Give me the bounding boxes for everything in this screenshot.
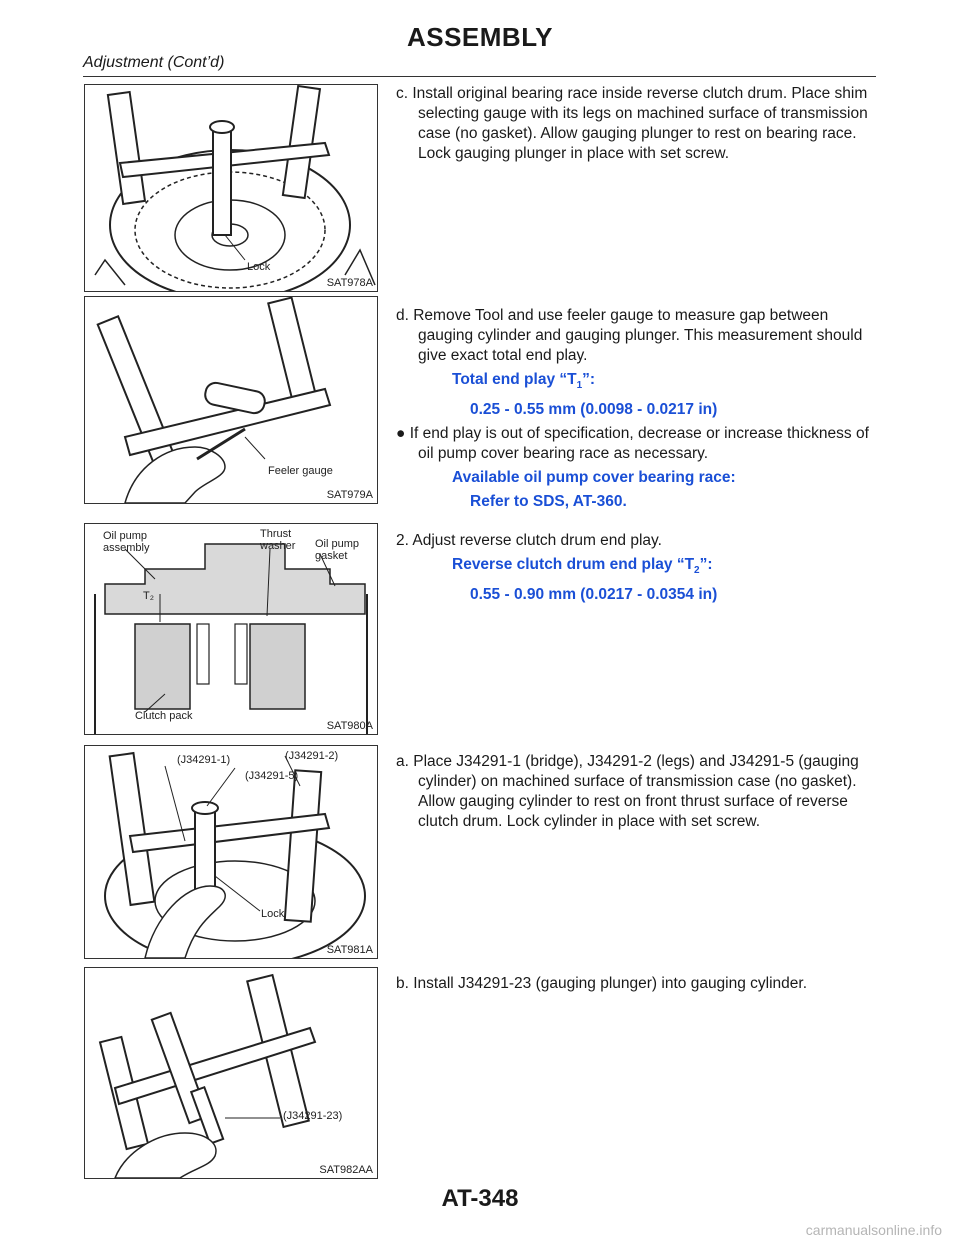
figure-callout: gasket	[315, 550, 348, 562]
figure-callout: Oil pump	[103, 530, 148, 542]
step-c-text: c. Install original bearing race inside reverse clutch drum. Place shim selecting gauge with its legs on machined surface of transmission case (no gasket). Allow gauging plunger to rest on bearing race. Lock gauging plunger in place with set screw.	[396, 85, 868, 162]
end-play-bullet: ● If end play is out of specification, decrease or increase thickness of oil pump cover bearing race as necessary.	[396, 425, 869, 463]
page-number: AT-348	[441, 1185, 519, 1212]
reverse-clutch-end-play-value: 0.55 - 0.90 mm (0.0217 - 0.0354 in)	[470, 586, 718, 604]
figure-code: SAT981A	[326, 944, 373, 956]
total-end-play-value: 0.25 - 0.55 mm (0.0098 - 0.0217 in)	[470, 401, 718, 419]
figure-callout: Thrust	[260, 528, 292, 540]
watermark: carmanualsonline.info	[805, 1222, 942, 1238]
figure-callout: Lock	[261, 908, 285, 920]
figure-callout: (J34291-23)	[283, 1110, 343, 1122]
reverse-clutch-end-play-label: Reverse clutch drum end play “$T_2$”:	[452, 556, 713, 577]
figure-sat980a	[84, 523, 378, 735]
figure-callout: T₂	[143, 590, 154, 602]
step-2-block	[396, 531, 876, 605]
total-end-play-label: Total end play “$T_1$”:	[452, 371, 596, 392]
figure-callout: (J34291-5)	[245, 770, 299, 782]
feeler-gauge-illustration	[85, 297, 377, 503]
figure-callout: Oil pump	[315, 538, 360, 550]
step-d-block	[396, 306, 876, 512]
bearing-race-label: Available oil pump cover bearing race:	[452, 469, 736, 487]
figure-sat979a	[84, 296, 378, 504]
figure-callout: Feeler gauge	[268, 465, 333, 477]
figure-code: SAT978A	[326, 277, 373, 289]
figure-callout: (J34291-1)	[177, 754, 231, 766]
figure-sat978a	[84, 84, 378, 292]
figure-sat982aa	[84, 967, 378, 1179]
figure-callout: assembly	[103, 542, 150, 554]
section-subtitle: Adjustment (Cont’d)	[83, 54, 225, 71]
step-a-text: a. Place J34291-1 (bridge), J34291-2 (legs) and J34291-5 (gauging cylinder) on machined surface of transmission case (no gasket). Allow gauging cylinder to rest on front thrust surface of reverse clutch drum. Lock cylinder in place with set screw.	[396, 753, 859, 830]
figure-code: SAT980A	[326, 720, 373, 732]
step-a-block	[396, 752, 876, 832]
step-b-block	[396, 974, 876, 994]
step-b-text: b. Install J34291-23 (gauging plunger) into gauging cylinder.	[396, 975, 808, 992]
bearing-race-value: Refer to SDS, AT-360.	[470, 493, 627, 511]
bullet-icon: ●	[396, 425, 406, 443]
header-divider	[83, 76, 876, 77]
figure-callout: (J34291-2)	[285, 750, 339, 762]
figure-callout: Clutch pack	[135, 710, 193, 722]
step-d-text: d. Remove Tool and use feeler gauge to measure gap between gauging cylinder and gauging plunger. This measurement should give exact total end play.	[396, 307, 863, 364]
page-title: ASSEMBLY	[406, 22, 554, 52]
figure-callout: Lock	[247, 261, 271, 273]
figure-callout: washer	[260, 540, 296, 552]
figure-code: SAT979A	[326, 489, 373, 501]
step-2-text: 2. Adjust reverse clutch drum end play.	[396, 532, 662, 549]
figure-sat981a	[84, 745, 378, 959]
shim-gauge-on-case-illustration	[85, 85, 377, 291]
gauging-plunger-illustration	[85, 968, 377, 1178]
gauging-cylinder-illustration	[85, 746, 377, 958]
figure-code: SAT982AA	[319, 1164, 373, 1176]
step-c-block	[396, 84, 876, 164]
